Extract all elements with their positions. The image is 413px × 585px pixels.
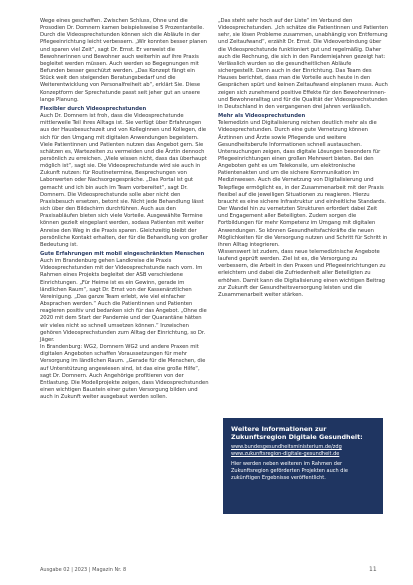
info-box-links [231,444,375,457]
page-number: 11 [369,566,377,573]
info-box [223,418,383,514]
footer-issue: Ausgabe 02 | 2023 | Magazin Nr. 8 [40,567,127,573]
body-paragraph: Wege eines geschaffen. Zwischen Schluss, Ohne und die Prosodien Dr. Domnern kamen beispielsweise 5 Prozentanteile. Durch die Videosprechstunden können sich die Abläufe in der Pflegeeinrichtung leicht verbessern. „Wir konnten besser planen und sparen viel Zeit“, sagt Dr. Ernst. Er verweist die Bewohnerinnen und Bewohner auch weiterhin auf ihre Praxis begleitet werden müssen. Auch werden so Begegnungen mit Befunden besser geschützt werden. „Das Konzept fängt ein Stück weit den steigenden Beratungsbedarf und die Weiterentwicklung von Personalfreiheit ab“, erklärt Sie. Diese Konzeptform der Sprechstunde passt seit jeher gut an unsere lange Planung. [40,18,207,103]
section-heading: Flexibler durch Videosprechstunden [40,105,147,112]
body-paragraph: Auch im Brandenburg gehen Landkreise die Praxis Videosprechstunden mit der Videosprechstunde nach vorn. Im Rahmen eines Projekts begleitet der ASB verschiedene Einrichtungen. „Für Heime ist es ein Gewinn, gerade im ländlichen Raum“, sagt Dr. Ernst von der Kassenärztlichen Vereinigung. „Das ganze Team erlebt, wie viel einfacher Absprachen werden.“ Auch die Patientinnen und Patienten reagieren positiv und bedanken sich für das Angebot. „Ohne die 2020 mit dem Start der Pandemie und der Quarantäne hätten wir vieles nicht so schnell umsetzen können.“ Inzwischen gehören Videosprechstunden zum Alltag der Einrichtung, so Dr. Jäger. [40,258,207,343]
section-heading: Mehr als Videosprechstunden [218,113,306,120]
article-column-left [40,18,210,401]
body-paragraph: „Das steht sehr hoch auf der Liste“ im Verbund den Videosprechstunden. „Ich schätze die Patientinnen und Patienten sehr, sie lösen Probleme zusammen, unabhängig von Entfernung und Zeitaufwand“, erzählt Dr. Ernst. Die Videoverbindung über die Videosprechstunde funktioniert gut und regelmäßig. Daher auch die Rechnung, die sich in den Pandemiejahren gezeigt hat: Verlässlich wurden so die gesundheitlichen Abläufe sichergestellt. Dann auch in der Einrichtung. Das Team des Hauses berichtet, dass man die Vorteile auch heute in den Gesprächen spürt und keinen Zeitaufwand einplanen muss. Auch zeigen sich zunehmend positive Effekte für den Bewohnerinnen- und Bewohneralltag und für die Qualität der Videosprechstunden in Deutschland in den vergangenen drei Jahren verlässlich. [218,18,388,110]
body-paragraph: Auch Dr. Domnern ist froh, dass die Videosprechstunde mittlerweile Teil ihres Alltags ist. Sie verfügt über Erfahrungen aus der Hausbesuchszeit und von Kolleginnen und Kollegen, die sich für den Umgang mit digitalen Anwendungen begeistern. Viele Patientinnen und Patienten nutzen das Angebot gern. Sie schätzen es, Wartezeiten zu vermeiden und die Ärztin dennoch persönlich zu erreichen. „Viele wissen nicht, dass das überhaupt möglich ist“, sagt sie. Die Videosprechstunde wird sie auch in Zukunft nutzen: für Routinetermine, Besprechungen von Laborwerten oder Nachsorgegespräche. „Das Portal ist gut gemacht und ich bin auch im Team vorbereitet“, sagt Dr. Domnern. Die Videosprechstunde solle aber nicht den Praxisbesuch ersetzen, betont sie. Nicht jede Behandlung lässt sich über den Bildschirm durchführen. Auch aus den Praxisabläufen bieten sich viele Vorteile. Ausgewählte Termine können gezielt eingeplant werden, sodass Patienten mit weiter Anreise den Weg in die Praxis sparen. Gleichzeitig bleibt der persönliche Kontakt erhalten, der für die Behandlung von großer Bedeutung ist. [40,113,208,248]
section-heading: Gute Erfahrungen mit mobil eingeschränkten Menschen [40,251,205,257]
info-box-link-1[interactable]: www.bundesgesundheitsministerium.de/zdg [231,444,342,450]
info-box-link-2[interactable]: www.zukunftsregion-digitale-gesundheit.de [231,450,340,457]
info-box-text: Hier werden neben weiteren im Rahmen der Zukunftsregion geförderten Projekten auch die zukünftigen Ergebnisse veröffentlicht. [231,461,348,482]
body-paragraph: Wissenswert ist zudem, dass neue telemedizinische Angebote laufend geprüft werden. Ziel ist es, die Versorgung zu verbessern, die Arbeit in den Praxen und Pflegeeinrichtungen zu erleichtern und dabei die Zufriedenheit aller Beteiligten zu erhöhen. Damit kann die Digitalisierung einen wichtigen Beitrag zur Zukunft der Gesundheitsversorgung leisten und die Zusammenarbeit weiter stärken. [218,249,386,298]
body-paragraph: In Brandenburg: WG2, Domnern WG2 und andere Praxen mit digitalen Angeboten schaffen Voraussetzungen für mehr Versorgung im ländlichen Raum. „Gerade für die Menschen, die auf Unterstützung angewiesen sind, ist das eine große Hilfe“, sagt Dr. Domnern. Auch Angehörige profitieren von der Entlastung. Die Modellprojekte zeigen, dass Videosprechstunden einen wichtigen Baustein einer guten Versorgung bilden und auch in Zukunft weiter ausgebaut werden sollen. [40,344,209,401]
body-paragraph: Telemedizin und Digitalisierung reichen deutlich mehr als die Videosprechstunden. Durch eine gute Vernetzung können Ärztinnen und Ärzte sowie Pflegende und weitere Gesundheitsberufe Informationen schnell austauschen. Untersuchungen zeigen, dass digitale Lösungen besonders für Pflegeeinrichtungen einen großen Mehrwert bieten. Bei den Angeboten geht es um Telekonsile, um elektronische Patientenakten und um die sichere Kommunikation im Medizinwesen. Auch die Vernetzung von Digitalisierung und Telepflege ermöglicht es, in der Zusammenarbeit mit der Praxis flexibel auf die jeweiligen Situationen zu reagieren. Hierzu braucht es eine sichere Infrastruktur und einheitliche Standards. Der Wandel hin zu vernetzten Strukturen erfordert dabei Zeit und Engagement aller Beteiligten. Zudem sorgen die Fortbildungen für mehr Kompetenz im Umgang mit digitalen Anwendungen. So können Gesundheitsfachkräfte die neuen Möglichkeiten für die Versorgung nutzen und Schritt für Schritt in ihren Alltag integrieren. [218,120,388,248]
article-column-right [218,18,388,299]
info-box-title: Weitere Informationen zur Zukunftsregion Digitale Gesundheit: [231,425,363,441]
